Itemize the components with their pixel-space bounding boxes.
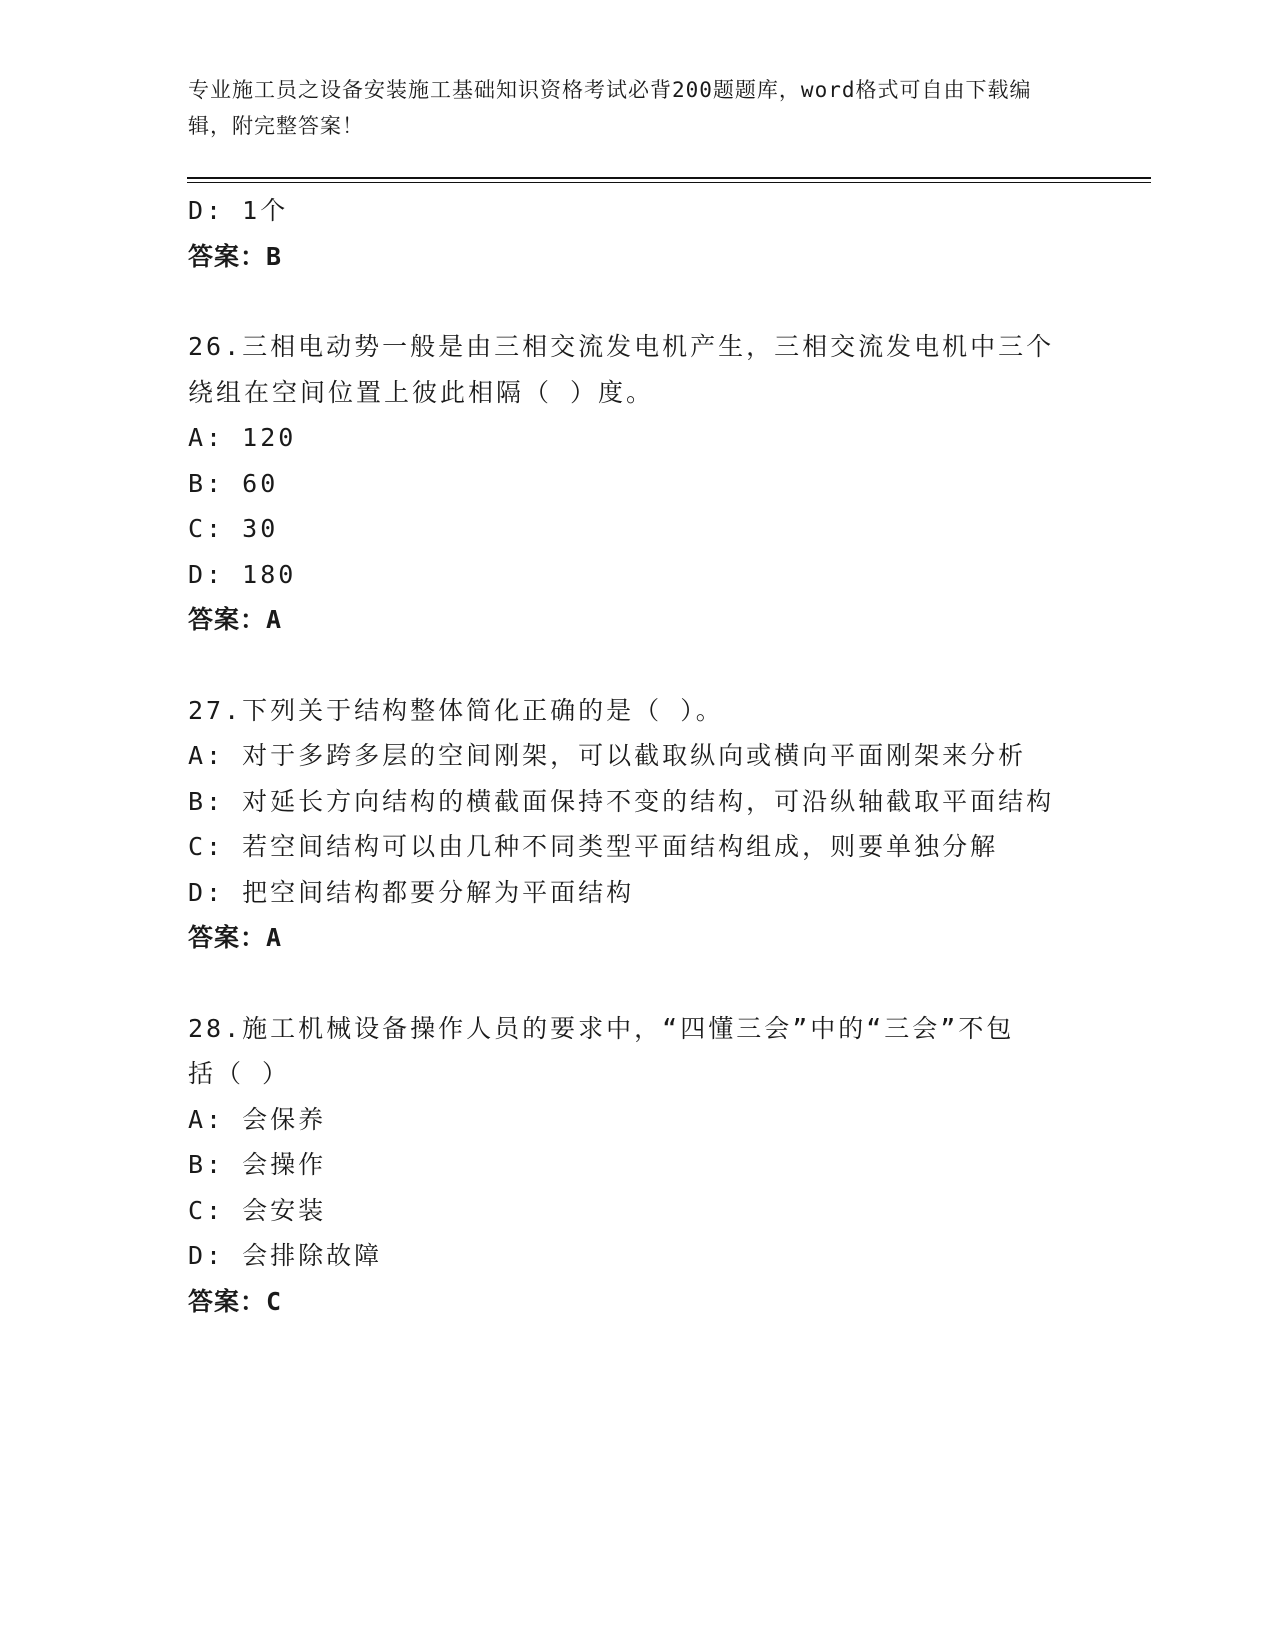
spacer [188, 643, 1088, 688]
question-text-line-1: 28.施工机械设备操作人员的要求中，“四懂三会”中的“三会”不包 [188, 1013, 1015, 1043]
question-text-line-2: 绕组在空间位置上彼此相隔（ ）度。 [188, 377, 655, 407]
option-c: C: 若空间结构可以由几种不同类型平面结构组成，则要单独分解 [188, 832, 999, 861]
question-text-line-1: 27.下列关于结构整体简化正确的是（ ）。 [188, 695, 724, 725]
option-c: C: 30 [188, 514, 279, 543]
spacer [188, 279, 1088, 324]
page-header: 专业施工员之设备安装施工基础知识资格考试必背200题题库，word格式可自由下载编辑，附完整答案！ [188, 78, 1032, 138]
answer: 答案：C [188, 1286, 283, 1316]
option-a: A: 120 [188, 423, 297, 452]
question-content [188, 188, 1088, 1324]
answer: 答案：A [188, 923, 283, 952]
prev-option-d: D: 1个 [188, 196, 289, 225]
answer: 答案：A [188, 605, 283, 634]
option-d: D: 会排除故障 [188, 1241, 383, 1270]
prev-answer: 答案：B [188, 241, 283, 271]
option-d: D: 把空间结构都要分解为平面结构 [188, 877, 635, 907]
spacer [188, 961, 1088, 1006]
option-b: B: 60 [188, 468, 279, 498]
header-divider-thick [187, 177, 1151, 179]
option-a: A: 对于多跨多层的空间刚架，可以截取纵向或横向平面刚架来分析 [188, 741, 1027, 770]
option-d: D: 180 [188, 559, 297, 589]
option-b: B: 对延长方向结构的横截面保持不变的结构，可沿纵轴截取平面结构 [188, 786, 1055, 816]
option-a: A: 会保养 [188, 1104, 327, 1134]
option-b: B: 会操作 [188, 1150, 327, 1179]
option-c: C: 会安装 [188, 1195, 327, 1225]
question-text-line-1: 26.三相电动势一般是由三相交流发电机产生，三相交流发电机中三个 [188, 332, 1055, 361]
question-26 [188, 324, 1088, 643]
header-divider-thin [187, 182, 1151, 183]
question-27 [188, 688, 1088, 961]
question-28 [188, 1006, 1088, 1325]
question-text-line-2: 括（ ） [188, 1059, 291, 1088]
